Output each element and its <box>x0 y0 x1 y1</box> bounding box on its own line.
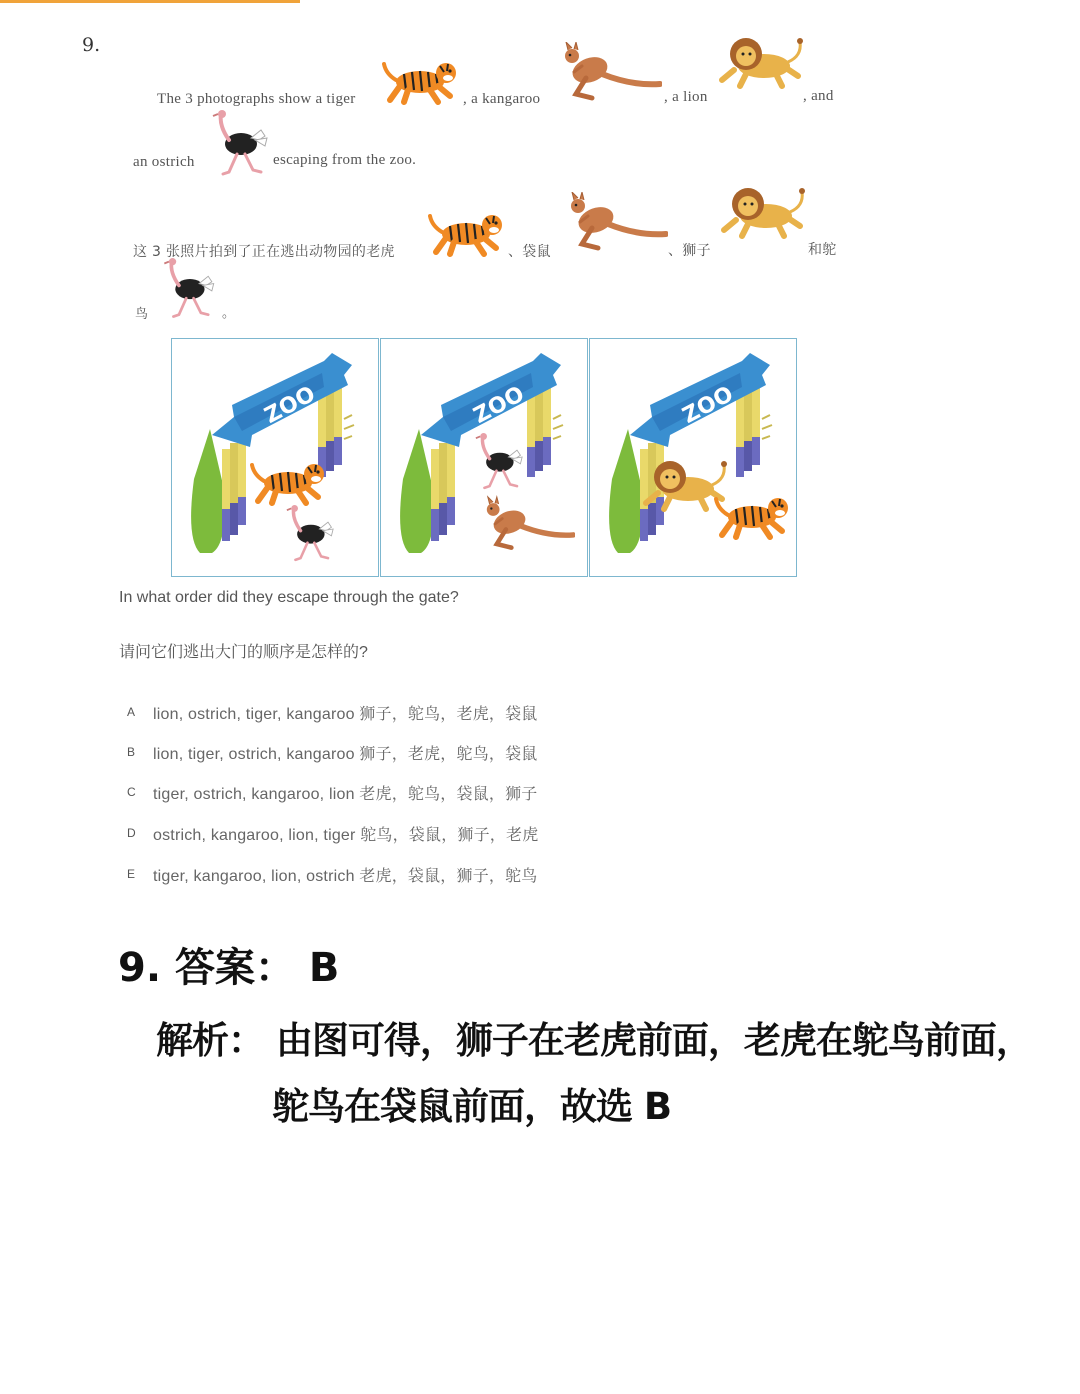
option-letter: B <box>127 745 136 759</box>
tiger-icon <box>428 208 508 258</box>
en-text-3: , a lion <box>664 89 708 105</box>
ostrich-icon <box>280 503 340 567</box>
tiger-icon <box>714 491 794 541</box>
question-number: 9. <box>82 34 101 56</box>
en-text-1: The 3 photographs show a tiger <box>157 91 356 107</box>
option-d[interactable] <box>127 821 538 845</box>
zh-text-3: 、狮子 <box>668 243 711 259</box>
en-text-2: , a kangaroo <box>463 91 541 107</box>
option-text: lion, ostrich, tiger, kangaroo 狮子，鸵鸟，老虎，袋鼠 <box>153 705 538 723</box>
option-e[interactable] <box>127 862 538 886</box>
option-text: ostrich, kangaroo, lion, tiger 鸵鸟，袋鼠，狮子，老虎 <box>153 826 539 844</box>
tiger-icon <box>250 457 330 507</box>
ostrich-icon <box>205 110 275 180</box>
option-text: lion, tiger, ostrich, kangaroo 狮子，老虎，鸵鸟，袋鼠 <box>153 745 538 763</box>
en-text-5: an ostrich <box>133 154 195 170</box>
option-b[interactable] <box>127 740 538 764</box>
prompt-chinese: 请问它们逃出大门的顺序是怎样的? <box>119 644 368 661</box>
option-c[interactable] <box>127 780 538 804</box>
handwritten-explanation-line2: 鸵鸟在袋鼠前面，故选 B <box>272 1085 672 1128</box>
photo-panel-3 <box>589 338 797 577</box>
en-text-4: , and <box>803 88 834 104</box>
option-letter: E <box>127 867 136 881</box>
zh-text-5: 鸟 <box>135 307 149 322</box>
option-text: tiger, ostrich, kangaroo, lion 老虎，鸵鸟，袋鼠，狮子 <box>153 785 538 803</box>
zh-text-4: 和鸵 <box>808 242 837 258</box>
option-a[interactable] <box>127 700 538 724</box>
option-letter: A <box>127 705 136 719</box>
tiger-icon <box>382 56 462 106</box>
ostrich-icon <box>154 258 224 322</box>
lion-icon <box>716 30 806 90</box>
lion-icon <box>718 180 808 240</box>
option-letter: C <box>127 785 136 799</box>
option-text: tiger, kangaroo, lion, ostrich 老虎，袋鼠，狮子，鸵鸟 <box>153 867 538 885</box>
kangaroo-icon <box>475 479 575 569</box>
top-accent-rule <box>0 0 300 3</box>
option-letter: D <box>127 826 136 840</box>
zh-text-6: 。 <box>222 306 236 321</box>
photo-panel-1 <box>171 338 379 577</box>
photo-panels <box>171 338 801 579</box>
handwritten-answer: 9. 答案： B <box>118 945 340 991</box>
en-text-6: escaping from the zoo. <box>273 152 417 168</box>
photo-panel-2 <box>380 338 588 577</box>
kangaroo-icon <box>558 192 668 252</box>
kangaroo-icon <box>552 42 662 102</box>
zh-text-1: 这 3 张照片拍到了正在逃出动物园的老虎 <box>133 244 395 260</box>
zh-text-2: 、袋鼠 <box>508 244 551 260</box>
prompt-english: In what order did they escape through the gate? <box>119 589 459 606</box>
handwritten-explanation-line1: 解析： 由图可得，狮子在老虎前面，老虎在鸵鸟前面， <box>156 1019 1032 1062</box>
